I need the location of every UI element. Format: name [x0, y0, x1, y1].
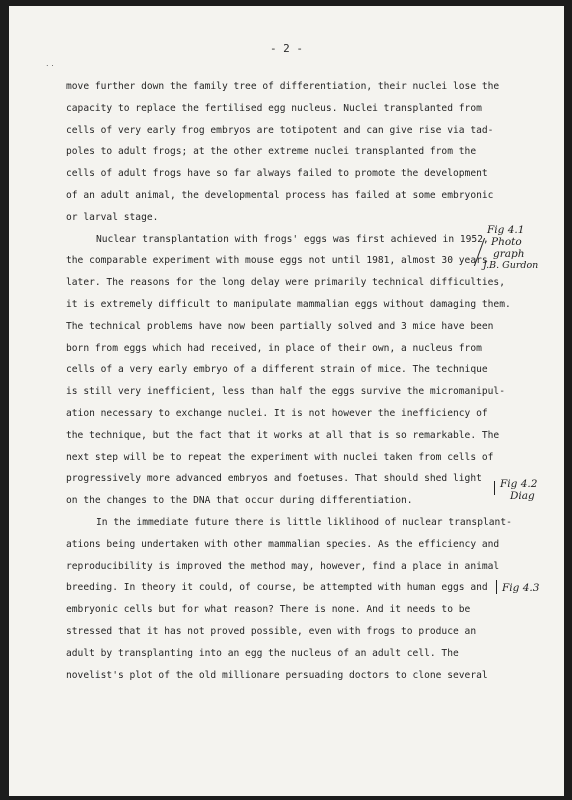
note-line: Diag: [510, 490, 535, 502]
text-line: reproducibility is improved the method may, however, find a place in animal: [66, 560, 500, 572]
text-line: it is extremely difficult to manipulate mammalian eggs without damaging them.: [66, 298, 511, 310]
text-line: cells of a very early embryo of a different strain of mice. The technique: [66, 364, 488, 376]
text-line: the technique, but the fact that it works at all that is so remarkable. The: [66, 429, 500, 441]
text-line: capacity to replace the fertilised egg nucleus. Nuclei transplanted from: [66, 102, 482, 114]
text-line: novelist's plot of the old millionare persuading doctors to clone several: [66, 669, 488, 681]
text-line: adult by transplanting into an egg the nucleus of an adult cell. The: [66, 647, 459, 659]
note-line: Photo: [491, 236, 522, 248]
note-line: Fig 4.3: [502, 582, 540, 594]
text-line: Nuclear transplantation with frogs' eggs was first achieved in 1952,: [96, 233, 489, 245]
margin-note-fig-4-3: [502, 582, 539, 594]
text-line: on the changes to the DNA that occur during differentiation.: [66, 495, 413, 507]
text-line: the comparable experiment with mouse eggs not until 1981, almost 30 years: [66, 255, 488, 267]
text-line: born from eggs which had received, in place of their own, a nucleus from: [66, 342, 482, 354]
text-line: or larval stage.: [66, 211, 159, 223]
text-line: move further down the family tree of differentiation, their nuclei lose the: [66, 81, 500, 92]
text-line: breeding. In theory it could, of course, be attempted with human eggs and: [66, 582, 488, 594]
annotation-bracket: [494, 481, 495, 495]
text-line: ations being undertaken with other mammalian species. As the efficiency and: [66, 538, 500, 550]
text-line: progressively more advanced embryos and foetuses. That should shed light: [66, 473, 482, 485]
text-line: cells of very early frog embryos are totipotent and can give rise via tad-: [66, 124, 494, 136]
text-line: In the immediate future there is little liklihood of nuclear transplant-: [96, 516, 512, 528]
note-line: Fig 4.2: [500, 478, 538, 490]
text-line: next step will be to repeat the experiment with nuclei taken from cells of: [66, 451, 494, 463]
text-line: The technical problems have now been partially solved and 3 mice have been: [66, 320, 494, 332]
margin-note-fig-4-2: [500, 478, 537, 502]
note-line: J.B. Gurdon: [483, 260, 539, 271]
text-line: is still very inefficient, less than half the eggs survive the micromanipul-: [66, 386, 505, 398]
annotation-bracket: [496, 580, 497, 594]
text-line: embryonic cells but for what reason? There is none. And it needs to be: [66, 604, 471, 616]
text-line: cells of adult frogs have so far always failed to promote the development: [66, 168, 488, 180]
text-line: stressed that it has not proved possible, even with frogs to produce an: [66, 625, 477, 637]
text-line: of an adult animal, the developmental process has failed at some embryonic: [66, 189, 494, 201]
note-line: graph: [493, 248, 525, 260]
page-marks: . .: [46, 59, 54, 68]
text-line: ation necessary to exchange nuclei. It is not however the inefficiency of: [66, 407, 488, 419]
page-number: - 2 -: [269, 42, 304, 55]
margin-note-fig-4-1: [483, 224, 539, 272]
text-line: later. The reasons for the long delay were primarily technical difficulties,: [66, 277, 505, 289]
document-page: [9, 6, 564, 796]
text-line: poles to adult frogs; at the other extreme nuclei transplanted from the: [66, 146, 477, 158]
body-text: [66, 76, 511, 686]
note-line: Fig 4.1: [487, 224, 525, 236]
